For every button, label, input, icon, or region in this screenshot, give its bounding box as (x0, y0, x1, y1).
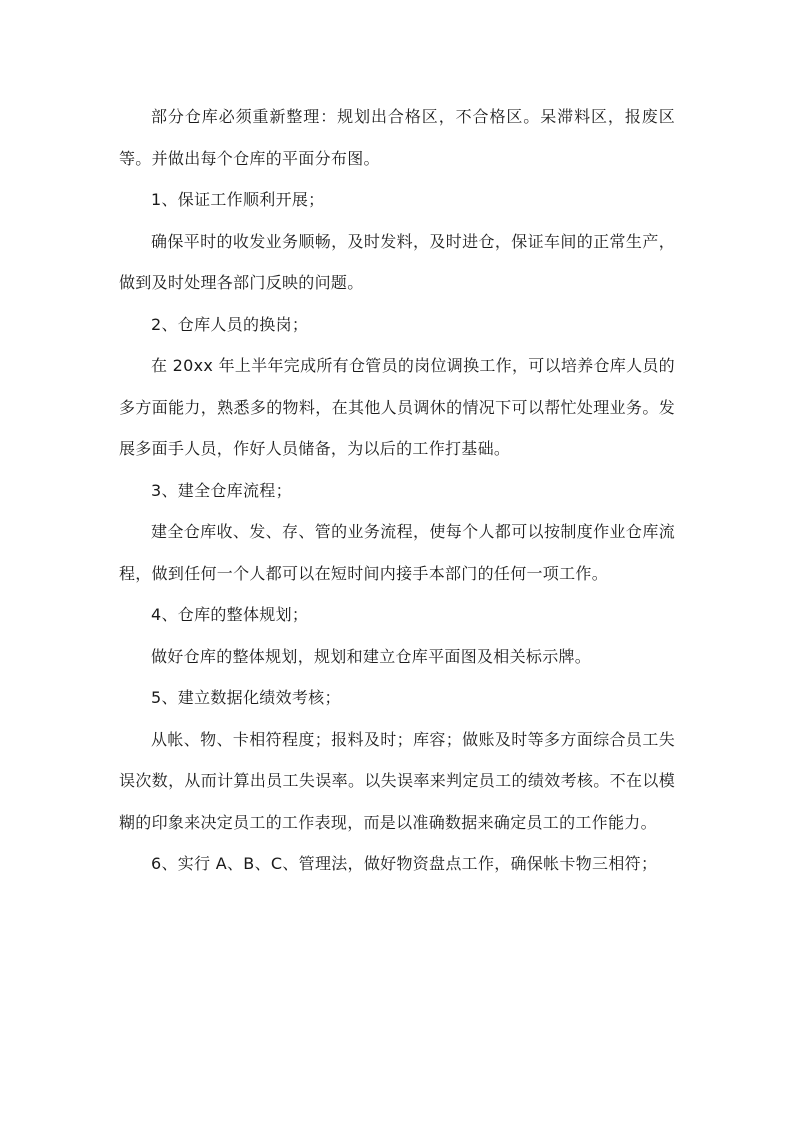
paragraph-item-5: 从帐、物、卡相符程度；报料及时；库容；做账及时等多方面综合员工失误次数，从而计算出员工失误率。以失误率来判定员工的绩效考核。不在以模糊的印象来决定员工的工作表现，而是以准确数据来确定员工的工作能力。 (119, 729, 675, 832)
paragraph-item-4: 做好仓库的整体规划，规划和建立仓库平面图及相关标示牌。 (151, 646, 592, 666)
heading-item-4: 4、仓库的整体规划； (151, 605, 309, 624)
paragraph-warehouse-layout: 部分仓库必须重新整理：规划出合格区，不合格区。呆滞料区，报废区等。并做出每个仓库的平面分布图。 (119, 107, 675, 168)
paragraph-item-1: 确保平时的收发业务顺畅，及时发料，及时进仓，保证车间的正常生产，做到及时处理各部门反映的问题。 (119, 231, 675, 292)
heading-item-1: 1、保证工作顺利开展； (151, 190, 325, 209)
paragraph-item-2: 在 20xx 年上半年完成所有仓管员的岗位调换工作，可以培养仓库人员的多方面能力，熟悉多的物料，在其他人员调休的情况下可以帮忙处理业务。发展多面手人员，作好人员储备，为以后的工作打基础。 (119, 356, 675, 458)
heading-item-6: 6、实行 A、B、C、管理法，做好物资盘点工作，确保帐卡物三相符； (151, 854, 658, 873)
heading-item-2: 2、仓库人员的换岗； (151, 314, 309, 334)
heading-item-3: 3、建全仓库流程； (151, 480, 292, 500)
document-body (119, 96, 675, 885)
heading-item-5: 5、建立数据化绩效考核； (151, 688, 341, 707)
paragraph-item-3: 建全仓库收、发、存、管的业务流程，使每个人都可以按制度作业仓库流程，做到任何一个人都可以在短时间内接手本部门的任何一项工作。 (119, 522, 675, 583)
